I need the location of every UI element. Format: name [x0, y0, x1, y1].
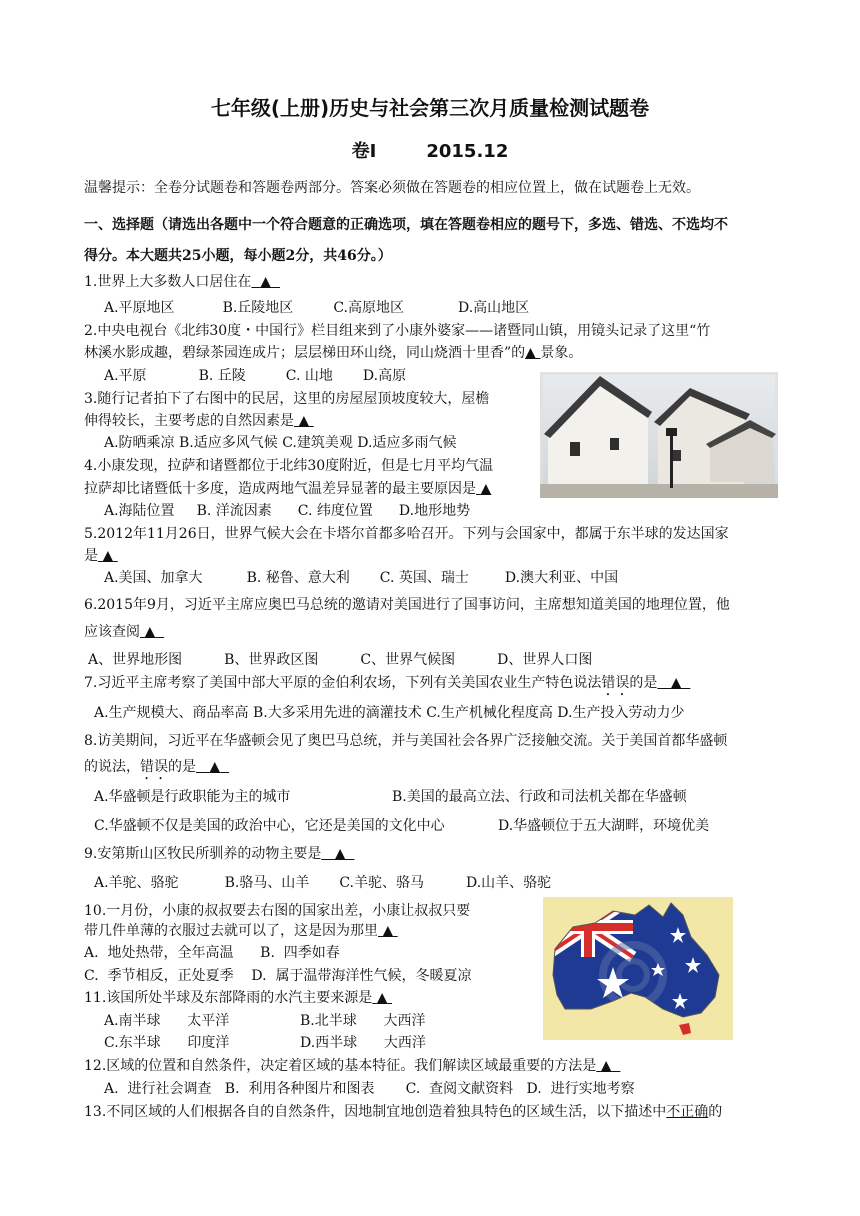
question-11-option-a: A.南半球 太平洋 [104, 1013, 230, 1029]
question-4-stem-line2: 拉萨却比诸暨低十多度，造成两地气温差异显著的最主要原因是 ▲ [84, 481, 492, 497]
subtitle-date: 2015.12 [426, 141, 509, 162]
question-11-stem: 11.该国所处半球及东部降雨的水汽主要来源是 ▲ [84, 990, 388, 1006]
australia-flag-map [543, 897, 733, 1040]
question-8-stem-line1: 8.访美期间，习近平在华盛顿会见了奥巴马总统，并与美国社会各界广泛接触交流。关于美国首都华盛顿 [84, 733, 728, 749]
house-photo [540, 372, 778, 498]
question-13-stem: 13.不同区域的人们根据各自的自然条件，因地制宜地创造着独具特色的区域生活，以下描述中不正确的 [84, 1104, 723, 1120]
question-9-stem: 9.安第斯山区牧民所驯养的动物主要是 ▲ [84, 846, 346, 862]
question-7-stem: 7.习近平主席考察了美国中部大平原的金伯利农场，下列有关美国农业生产特色说法错误的是 ▲ [84, 675, 682, 691]
question-11-option-b: B.北半球 大西洋 [300, 1013, 426, 1029]
answer-blank: ▲ [209, 759, 221, 775]
section-heading-2: 得分。本大题共25小题，每小题2分，共46分。） [84, 248, 392, 264]
question-5-options: A.美国、加拿大 B. 秘鲁、意大利 C. 英国、瑞士 D.澳大利亚、中国 [104, 570, 619, 586]
question-10-stem-line1: 10.一月份，小康的叔叔要去右图的国家出差，小康让叔叔只要 [84, 903, 471, 919]
question-6-stem-line2: 应该查阅 ▲ [84, 624, 156, 640]
question-1-options: A.平原地区 B.丘陵地区 C.高原地区 D.高山地区 [104, 300, 530, 316]
question-11-option-d: D.西半球 大西洋 [300, 1035, 426, 1051]
question-8-option-a: A.华盛顿是行政职能为主的城市 [94, 789, 291, 805]
answer-blank: ▲ [480, 481, 492, 497]
section-heading-1: 一、选择题（请选出各题中一个符合题意的正确选项，填在答题卷相应的题号下，多选、错选、不选均不 [84, 217, 728, 233]
answer-blank: ▲ [525, 345, 536, 361]
page-subtitle [0, 137, 860, 163]
question-10-options-cd: C. 季节相反，正处夏季 D. 属于温带海洋性气候，冬暖夏凉 [84, 968, 472, 984]
question-4-stem-line1: 4.小康发现，拉萨和诸暨都位于北纬30度附近，但是七月平均气温 [84, 458, 494, 474]
question-6-stem-line1: 6.2015年9月，习近平主席应奥巴马总统的邀请对美国进行了国事访问，主席想知道美国的地理位置，他 [84, 597, 730, 613]
question-8-option-c: C.华盛顿不仅是美国的政治中心，它还是美国的文化中心 [94, 818, 445, 834]
question-12-stem: 12.区域的位置和自然条件，决定着区域的基本特征。我们解读区域最重要的方法是 ▲ [84, 1058, 612, 1074]
tip-text: 温馨提示：全卷分试题卷和答题卷两部分。答案必须做在答题卷的相应位置上，做在试题卷上无效。 [84, 180, 700, 196]
question-6-options: A、世界地形图 B、世界政区图 C、世界气候图 D、世界人口图 [88, 652, 593, 668]
question-1-stem: 1.世界上大多数人口居住在 ▲ [84, 274, 272, 290]
answer-blank: ▲ [102, 548, 114, 564]
question-9-options: A.羊驼、骆驼 B.骆马、山羊 C.羊驼、骆马 D.山羊、骆驼 [94, 875, 552, 891]
answer-blank: ▲ [334, 846, 346, 862]
question-10-options-ab: A. 地处热带，全年高温 B. 四季如春 [84, 945, 340, 961]
answer-blank: ▲ [670, 675, 682, 691]
question-7-options: A.生产规模大、商品率高 B.大多采用先进的滴灌技术 C.生产机械化程度高 D.生产投入劳动力少 [94, 705, 685, 721]
answer-blank: ▲ [298, 413, 310, 429]
question-12-options: A. 进行社会调查 B. 利用各种图片和图表 C. 查阅文献资料 D. 进行实地考察 [104, 1081, 635, 1097]
question-2-stem-line2: 林溪水影成趣，碧绿茶园连成片；层层梯田环山绕，同山烧酒十里香”的▲ 景象。 [84, 345, 583, 361]
answer-blank: ▲ [382, 923, 394, 939]
subtitle-volume: 卷Ⅰ [351, 141, 377, 162]
answer-blank: ▲ [376, 990, 388, 1006]
page-title: 七年级(上册)历史与社会第三次月质量检测试题卷 [210, 96, 650, 120]
question-10-stem-line2: 带几件单薄的衣服过去就可以了，这是因为那里 ▲ [84, 923, 394, 939]
question-8-option-b: B.美国的最高立法、行政和司法机关都在华盛顿 [392, 789, 687, 805]
question-8-option-d: D.华盛顿位于五大湖畔，环境优美 [498, 818, 710, 834]
question-5-stem-line1: 5.2012年11月26日，世界气候大会在卡塔尔首都多哈召开。下列与会国家中，都属于东半球的发达国家 [84, 526, 729, 542]
question-2-stem-line1: 2.中央电视台《北纬30度・中国行》栏目组来到了小康外婆家——诸暨同山镇，用镜头记录了这里“竹 [84, 323, 711, 339]
answer-blank: ▲ [260, 274, 272, 290]
answer-blank: ▲ [144, 624, 156, 640]
question-2-options: A.平原 B. 丘陵 C. 山地 D.高原 [104, 368, 407, 384]
question-4-options: A.海陆位置 B. 洋流因素 C. 纬度位置 D.地形地势 [104, 503, 471, 519]
question-11-option-c: C.东半球 印度洋 [104, 1035, 230, 1051]
question-3-options: A.防晒乘凉 B.适应多风气候 C.建筑美观 D.适应多雨气候 [104, 435, 457, 451]
question-3-stem-line1: 3.随行记者拍下了右图中的民居，这里的房屋屋顶坡度较大，屋檐 [84, 391, 490, 407]
question-8-stem-line2: 的说法，错误的是 ▲ [84, 759, 221, 775]
question-5-stem-line2: 是 ▲ [84, 548, 114, 564]
question-3-stem-line2: 伸得较长，主要考虑的自然因素是 ▲ [84, 413, 310, 429]
answer-blank: ▲ [600, 1058, 612, 1074]
